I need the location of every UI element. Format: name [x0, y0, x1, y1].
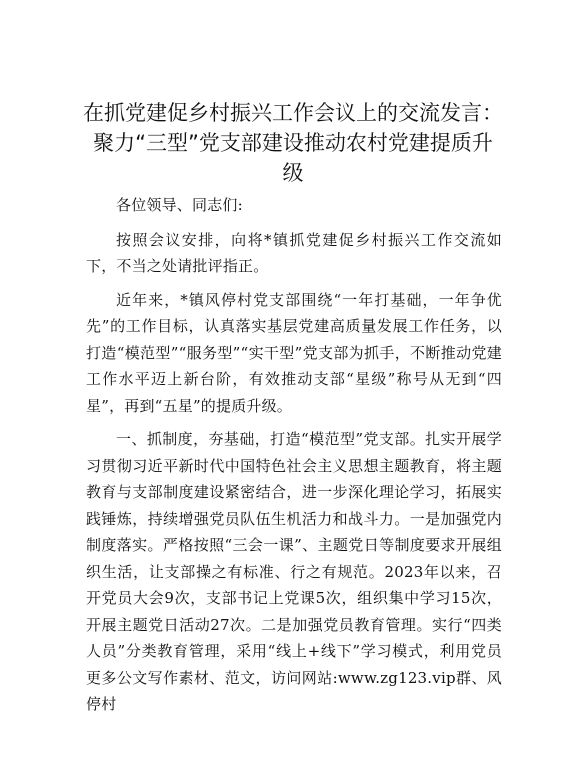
- paragraph-section-one: 一、抓制度，夯基础，打造“模范型”党支部。扎实开展学习贯彻习近平新时代中国特色社会主义思想主题教育，将主题教育与支部制度建设紧密结合，进一步深化理论学习，拓展实践锤炼，持续增强党员队伍生机活力和战斗力。一是加强党内制度落实。严格按照“三会一课”、主题党日等制度要求开展组织生活，让支部操之有标准、行之有规范。2023年以来，召开党员大会9次，支部书记上党课5次，组织集中学习15次，开展主题党日活动27次。二是加强党员教育管理。实行“四类人员”分类教育管理，采用“线上+线下”学习模式，利用党员更多公文写作素材、范文，访问网站:www.zg123.vip群、风停村: [86, 430, 502, 713]
- document-title: [80, 98, 506, 188]
- title-line-3: 级: [282, 161, 304, 185]
- title-line-1: 在抓党建促乡村振兴工作会议上的交流发言：: [83, 101, 503, 125]
- title-line-2: 聚力“三型”党支部建设推动农村党建提质升: [93, 131, 493, 155]
- paragraph-background: 近年来，*镇风停村党支部围绕“一年打基础，一年争优先”的工作目标，认真落实基层党建高质量发展工作任务，以打造“模范型”“服务型”“实干型”党支部为抓手，不断推动党建工作水平迈上新台阶，有效推动支部“星级”称号从无到“四星”，再到“五星”的提质升级。: [86, 290, 502, 415]
- salutation: 各位领导、同志们:: [116, 196, 243, 214]
- document-body: [86, 192, 502, 725]
- paragraph-intro: 按照会议安排，向将*镇抓党建促乡村振兴工作交流如下，不当之处请批评指正。: [86, 230, 502, 275]
